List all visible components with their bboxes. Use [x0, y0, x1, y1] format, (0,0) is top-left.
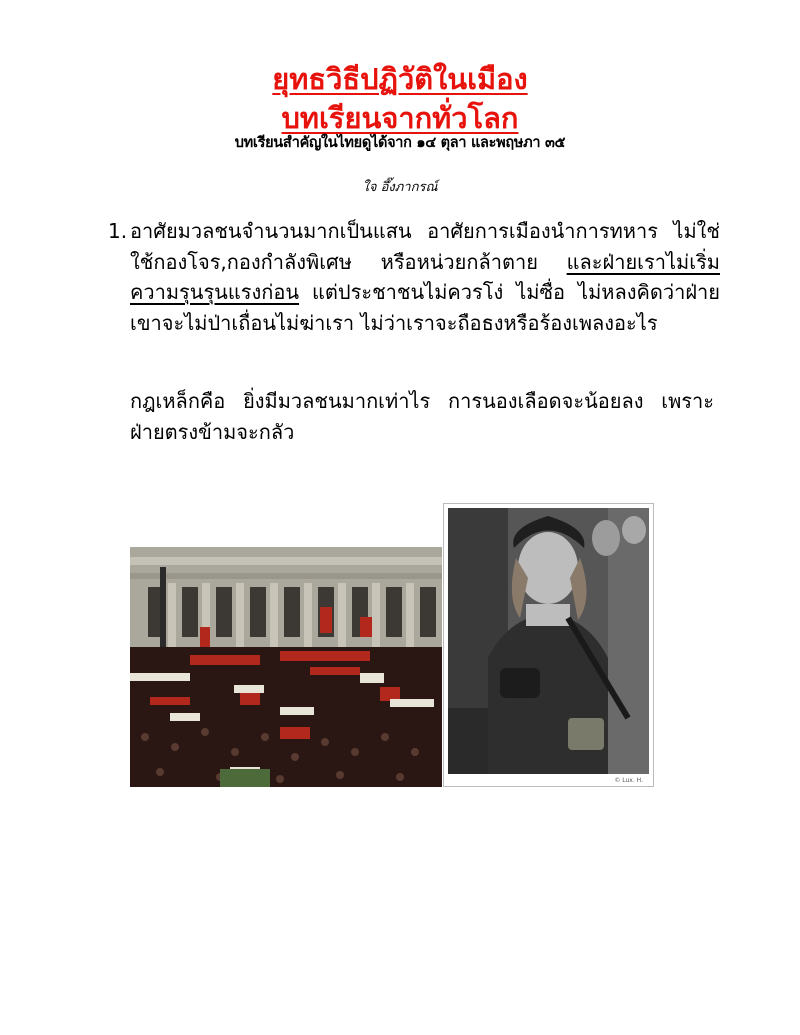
portrait-illustration [448, 508, 649, 774]
document-title-line2: บทเรียนจากทั่วโลก [281, 101, 519, 135]
list-item-1 [108, 216, 720, 338]
list-item-number: 1. [108, 219, 128, 243]
list-item-text [130, 216, 720, 338]
list-item-underlined-text: และฝ่ายเราไม่เริ่มความรุนรุนแรงก่อน [130, 249, 720, 304]
crowd-protest-photo [130, 547, 442, 787]
photo-signature: © Lux. H. [614, 777, 643, 784]
list-item-text-part2: แต่ประชาชนไม่ควรโง่ ไม่ซื่อ ไม่หลงคิดว่าฝ่ายเขาจะไม่ป่าเถื่อนไม่ฆ่าเรา ไม่ว่าเราจะถือธงหรือร้องเพลงอะไร [130, 280, 720, 335]
portrait-photo [443, 503, 654, 787]
crowd-protest-illustration [130, 547, 442, 787]
list-item-text-part1: อาศัยมวลชนจำนวนมากเป็นแสน อาศัยการเมืองนำการทหาร ไม่ใช่ใช้กองโจร,กองกำลังพิเศษ หรือหน่วยกล้าตาย [130, 219, 720, 274]
author-name: ใจ อึ๊งภากรณ์ [362, 180, 438, 195]
portrait-photo-image [448, 508, 649, 774]
document-subtitle: บทเรียนสำคัญในไทยดูได้จาก ๑๔ ตุลา และพฤษภา ๓๕ [234, 135, 566, 151]
rule-paragraph: กฎเหล็กคือ ยิ่งมีมวลชนมากเท่าไร การนองเลือดจะน้อยลง เพราะฝ่ายตรงข้ามจะกลัว [130, 389, 714, 444]
document-title-line1: ยุทธวิธีปฏิวัติในเมือง [272, 62, 528, 96]
